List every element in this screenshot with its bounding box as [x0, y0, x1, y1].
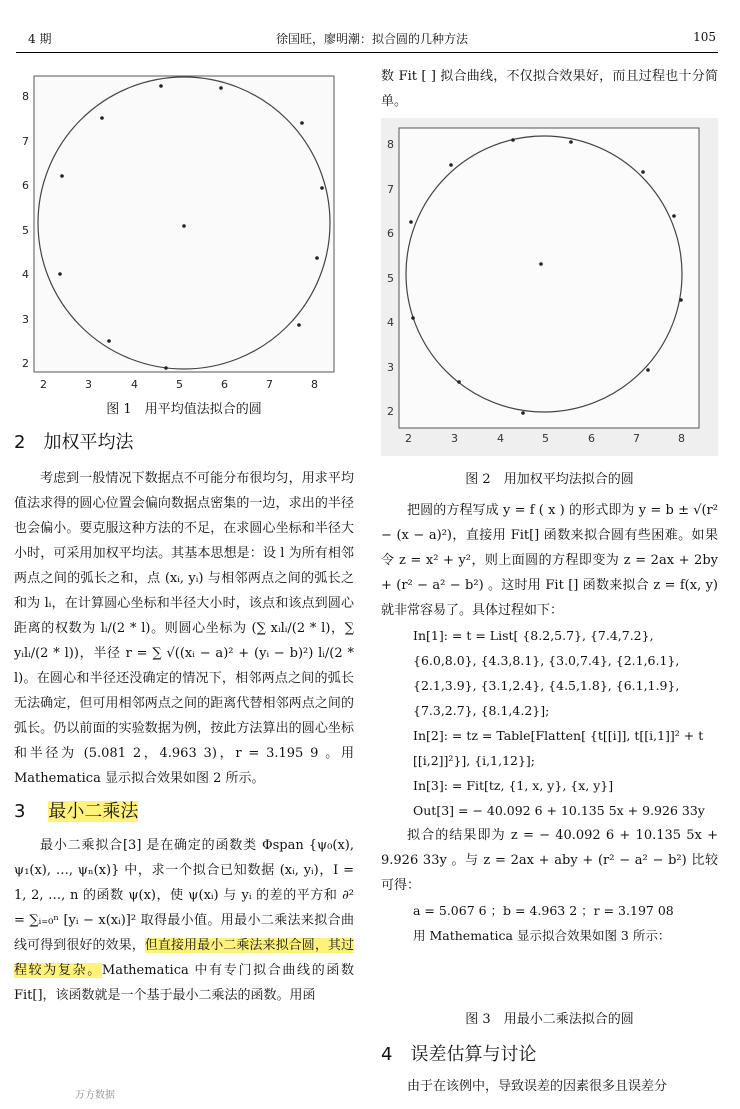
right-top-paragraph: 数 Fit [ ] 拟合曲线，不仅拟合效果好，而且过程也十分简单。: [381, 69, 718, 109]
fig2-ytick: 5: [387, 272, 394, 285]
section-3-title: 最小二乘法: [48, 801, 139, 822]
fig1-ytick: 8: [22, 90, 29, 103]
section-3-paragraph: [14, 833, 354, 1008]
watermark: 万方数据: [75, 1090, 115, 1101]
running-title: 徐国旺，廖明潮：拟合圆的几种方法: [275, 32, 468, 46]
fig2-xtick: 5: [542, 432, 549, 445]
right-column-body: [381, 498, 718, 948]
fig2-ytick: 6: [387, 227, 394, 240]
page-number: 105: [693, 30, 716, 44]
fig2-ytick: 7: [387, 183, 394, 196]
right-paragraph-2: 把圆的方程写成 y = f ( x ) 的形式即为 y = b ± √(r² − (x − a)²)，直接用 Fit[] 函数来拟合圆有些困难。如果令 z = x² + y²，则上面圆的方程即变为 z = 2ax + 2by + (r² − a² − b²) 。这时用 Fit [] 函数来拟合 z = f(x, y) 就非常容易了。具体过程如下：: [381, 503, 718, 618]
fig2-xtick: 2: [405, 432, 412, 445]
figure-1-caption: 图 1 用平均值法拟合的圆: [106, 402, 262, 417]
fig1-xtick: 7: [266, 378, 273, 391]
left-column: [14, 428, 354, 1008]
figure-3-caption: 图 3 用最小二乘法拟合的圆: [465, 1012, 634, 1027]
fig1-xtick: 2: [40, 378, 47, 391]
fig1-ytick: 6: [22, 179, 29, 192]
fig2-xtick: 8: [678, 432, 685, 445]
fig2-xtick: 7: [633, 432, 640, 445]
fig1-ytick: 4: [22, 268, 29, 281]
section-2-heading: 2 加权平均法: [14, 432, 134, 453]
section-2-paragraph: 考虑到一般情况下数据点不可能分布很均匀，用求平均值法求得的圆心位置会偏向数据点密集的一边，求出的半径也会偏小。要克服这种方法的不足，在求圆心坐标和半径大小时，可采用加权平均法。其基本思想是：设 l 为所有相邻两点之间的弧长之和，点 (xᵢ, yᵢ) 与相邻两点之间的弧长之和为 lᵢ，在计算圆心坐标和半径大小时，该点和该点到圆心距离的权数为 lᵢ/(2 * l)。则圆心坐标为 (∑ xᵢlᵢ/(2 * l)，∑ yᵢlᵢ/(2 * l))，半径 r = ∑ √((xᵢ − a)² + (yᵢ − b)²) lᵢ/(2 * l)。在圆心和半径还没确定的情况下，相邻两点之间的弧长无法确定，但可用相邻两点之间的距离代替相邻两点之间的弧长。仍以前面的实验数据为例，按此方法算出的圆心坐标和半径为 (5.081 2，4.963 3)，r = 3.195 9 。用 Mathematica 显示拟合效果如图 2 所示。: [14, 471, 354, 786]
result-line: a = 5.067 6 ；b = 4.963 2 ；r = 3.197 08: [413, 903, 674, 918]
right-paragraph-3: 拟合的结果即为 z = − 40.092 6 + 10.135 5x + 9.926 33y 。与 z = 2ax + aby + (r² − a² − b²) 比较可得：: [381, 828, 718, 893]
figure-2-caption: 图 2 用加权平均法拟合的圆: [465, 472, 634, 487]
code-line: Out[3] = − 40.092 6 + 10.135 5x + 9.926 33y: [413, 803, 705, 818]
code-line: [[i,2]]²}], {i,1,12}];: [413, 753, 536, 768]
right-column-top: [381, 64, 718, 114]
section-3-number: 3: [14, 801, 26, 822]
code-line: {7.3,2.7}, {8.1,4.2}];: [413, 703, 550, 718]
header-rule: [16, 52, 718, 53]
fig1-xtick: 6: [221, 378, 228, 391]
fig1-ytick: 7: [22, 135, 29, 148]
fig2-ytick: 2: [387, 405, 394, 418]
right-paragraph-4: 用 Mathematica 显示拟合效果如图 3 所示：: [413, 928, 671, 943]
section-3-heading: [14, 797, 354, 827]
section-4-paragraph: 由于在该例中，导致误差的因素很多且误差分: [407, 1079, 668, 1094]
fig1-xtick: 3: [85, 378, 92, 391]
figure-1-plot: [14, 70, 354, 400]
fig1-xtick: 8: [311, 378, 318, 391]
fig1-xtick: 4: [131, 378, 138, 391]
fig2-ytick: 3: [387, 361, 394, 374]
fig2-ytick: 8: [387, 138, 394, 151]
code-line: In[2]: = tz = Table[Flatten[ {t[[i]], t[[i,1]]² + t: [413, 728, 704, 743]
section-3-text-a: 最小二乘拟合[3] 是在确定的函数类 Φspan {ψ₀(x), ψ₁(x), …, ψₙ(x)} 中，求一个拟合已知数据 (xᵢ, yᵢ)，I = 1, 2, …, n 的函数 ψ(x)，使 ψ(xᵢ) 与 yᵢ 的差的平方和 ∂² = ∑ᵢ₌₀ⁿ [yᵢ − x(xᵢ)]² 取得最小值。用最小二乘法来拟合曲线可得到很好的效果，: [14, 838, 354, 953]
figure-2-plot: [381, 118, 718, 456]
running-header: [28, 30, 716, 50]
section-4: [381, 1040, 718, 1099]
code-line: In[1]: = t = List[ {8.2,5.7}, {7.4,7.2},: [413, 628, 654, 643]
fig1-ytick: 3: [22, 313, 29, 326]
fig1-ytick: 5: [22, 224, 29, 237]
code-line: {2.1,3.9}, {3.1,2.4}, {4.5,1.8}, {6.1,1.9},: [413, 678, 680, 693]
section-4-heading: 4 误差估算与讨论: [381, 1044, 537, 1065]
fig2-xtick: 4: [497, 432, 504, 445]
code-line: {6.0,8.0}, {4.3,8.1}, {3.0,7.4}, {2.1,6.1},: [413, 653, 680, 668]
fig1-ytick: 2: [22, 357, 29, 370]
fig2-ytick: 4: [387, 316, 394, 329]
section-3-text-b: Mathematica 中有专门拟合曲线的函数 Fit[]，该函数就是一个基于最小二乘法的函数。用函: [14, 963, 354, 1003]
fig2-xtick: 6: [588, 432, 595, 445]
fig2-xtick: 3: [451, 432, 458, 445]
issue-number: 4 期: [28, 32, 52, 46]
fig1-xtick: 5: [176, 378, 183, 391]
code-line: In[3]: = Fit[tz, {1, x, y}, {x, y}]: [413, 778, 614, 793]
section-3-highlight: 但直接用最小二乘法来拟合圆，其过程较为复杂。: [14, 938, 354, 978]
